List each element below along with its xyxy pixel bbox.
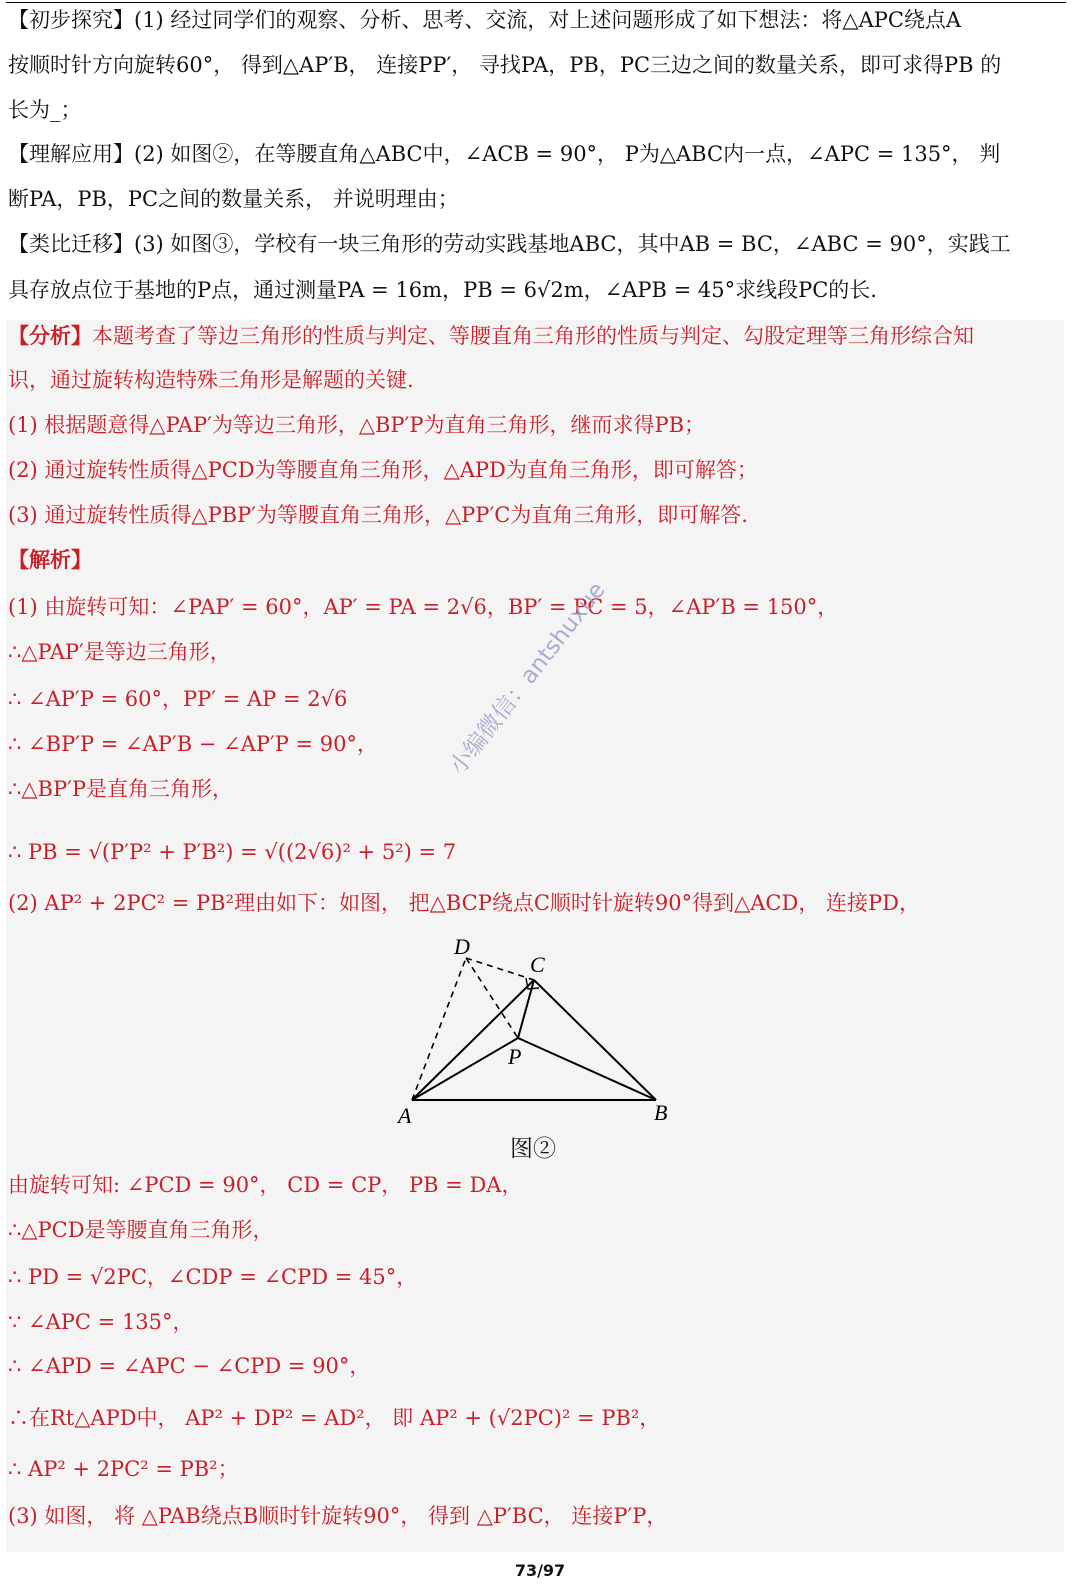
solution-line-6: ∴ PB = √(P′P² + P′B²) = √((2√6)² + 5²) = 7 bbox=[8, 840, 457, 864]
watermark: 小编微信：antshuxue bbox=[444, 577, 611, 780]
edge-DC-dashed bbox=[466, 958, 534, 980]
problem-line-4: 【理解应用】(2) 如图②，在等腰直角△ABC中，∠ACB = 90°， P为△ABC内一点，∠APC = 135°， 判 bbox=[8, 142, 1001, 166]
edge-AD-dashed bbox=[412, 958, 466, 1100]
problem-line-7: 具存放点位于基地的P点，通过测量PA = 16m，PB = 6√2m，∠APB = 45°求线段PC的长. bbox=[8, 278, 877, 302]
problem-line-2: 按顺时针方向旋转60°， 得到△AP′B， 连接PP′， 寻找PA，PB，PC三边之间的数量关系，即可求得PB 的 bbox=[8, 53, 1002, 77]
analysis-line-5: (3) 通过旋转性质得△PBP′为等腰直角三角形，△PP′C为直角三角形，即可解答. bbox=[8, 503, 748, 527]
solution-line-15: (3) 如图， 将 △PAB绕点B顺时针旋转90°， 得到 △P′BC， 连接P′P， bbox=[8, 1504, 668, 1528]
solution-line-10: ∴ PD = √2PC，∠CDP = ∠CPD = 45°， bbox=[8, 1265, 418, 1289]
problem-line-5: 断PA，PB，PC之间的数量关系， 并说明理由； bbox=[8, 187, 459, 211]
label-P: P bbox=[508, 1044, 522, 1069]
analysis-line-1 bbox=[8, 325, 974, 347]
label-C: C bbox=[530, 952, 545, 977]
analysis-heading: 【分析】 bbox=[8, 323, 92, 348]
label-B: B bbox=[654, 1100, 668, 1125]
figure-2-diagram bbox=[380, 928, 700, 1128]
edge-DP-dashed bbox=[466, 958, 518, 1038]
analysis-line-2: 识，通过旋转构造特殊三角形是解题的关键. bbox=[8, 368, 414, 392]
label-A: A bbox=[398, 1103, 412, 1128]
solution-line-11: ∵ ∠APC = 135°， bbox=[8, 1310, 194, 1334]
page-number: 73/97 bbox=[514, 1561, 566, 1580]
solution-line-1: (1) 由旋转可知：∠PAP′ = 60°，AP′ = PA = 2√6，BP′ = PC = 5，∠AP′B = 150°， bbox=[8, 595, 839, 619]
solution-line-8: 由旋转可知: ∠PCD = 90°， CD = CP， PB = DA， bbox=[8, 1173, 523, 1197]
solution-heading: 【解析】 bbox=[8, 547, 92, 572]
analysis-line-4: (2) 通过旋转性质得△PCD为等腰直角三角形，△APD为直角三角形，即可解答； bbox=[8, 458, 758, 482]
solution-line-5: ∴△BP′P是直角三角形， bbox=[8, 777, 233, 801]
label-D: D bbox=[454, 934, 470, 959]
edge-CB bbox=[534, 980, 656, 1100]
solution-line-2: ∴△PAP′是等边三角形， bbox=[8, 640, 231, 664]
solution-line-3: ∴ ∠AP′P = 60°，PP′ = AP = 2√6 bbox=[8, 687, 348, 711]
problem-line-1: 【初步探究】(1) 经过同学们的观察、分析、思考、交流，对上述问题形成了如下想法：将△APC绕点A bbox=[8, 8, 962, 32]
problem-line-6: 【类比迁移】(3) 如图③，学校有一块三角形的劳动实践基地ABC，其中AB = BC，∠ABC = 90°，实践工 bbox=[8, 232, 1011, 256]
solution-line-12: ∴ ∠APD = ∠APC − ∠CPD = 90°， bbox=[8, 1354, 371, 1378]
solution-line-9: ∴△PCD是等腰直角三角形， bbox=[8, 1218, 274, 1242]
solution-line-13: ∴在Rt△APD中， AP² + DP² = AD²， 即 AP² + (√2PC)² = PB²， bbox=[8, 1406, 661, 1430]
edge-PB bbox=[518, 1038, 656, 1100]
solution-line-7: (2) AP² + 2PC² = PB²理由如下：如图， 把△BCP绕点C顺时针旋转90°得到△ACD， 连接PD， bbox=[8, 891, 920, 915]
solution-line-14: ∴ AP² + 2PC² = PB²； bbox=[8, 1457, 239, 1481]
solution-line-4: ∴ ∠BP′P = ∠AP′B − ∠AP′P = 90°， bbox=[8, 732, 379, 756]
figure-2-caption: 图② bbox=[510, 1136, 556, 1162]
top-rule bbox=[6, 2, 1066, 3]
analysis-line-1-text: 本题考查了等边三角形的性质与判定、等腰直角三角形的性质与判定、勾股定理等三角形综合知 bbox=[92, 324, 974, 348]
problem-line-3: 长为_； bbox=[8, 98, 82, 122]
analysis-line-3: (1) 根据题意得△PAP′为等边三角形，△BP′P为直角三角形，继而求得PB； bbox=[8, 413, 706, 437]
